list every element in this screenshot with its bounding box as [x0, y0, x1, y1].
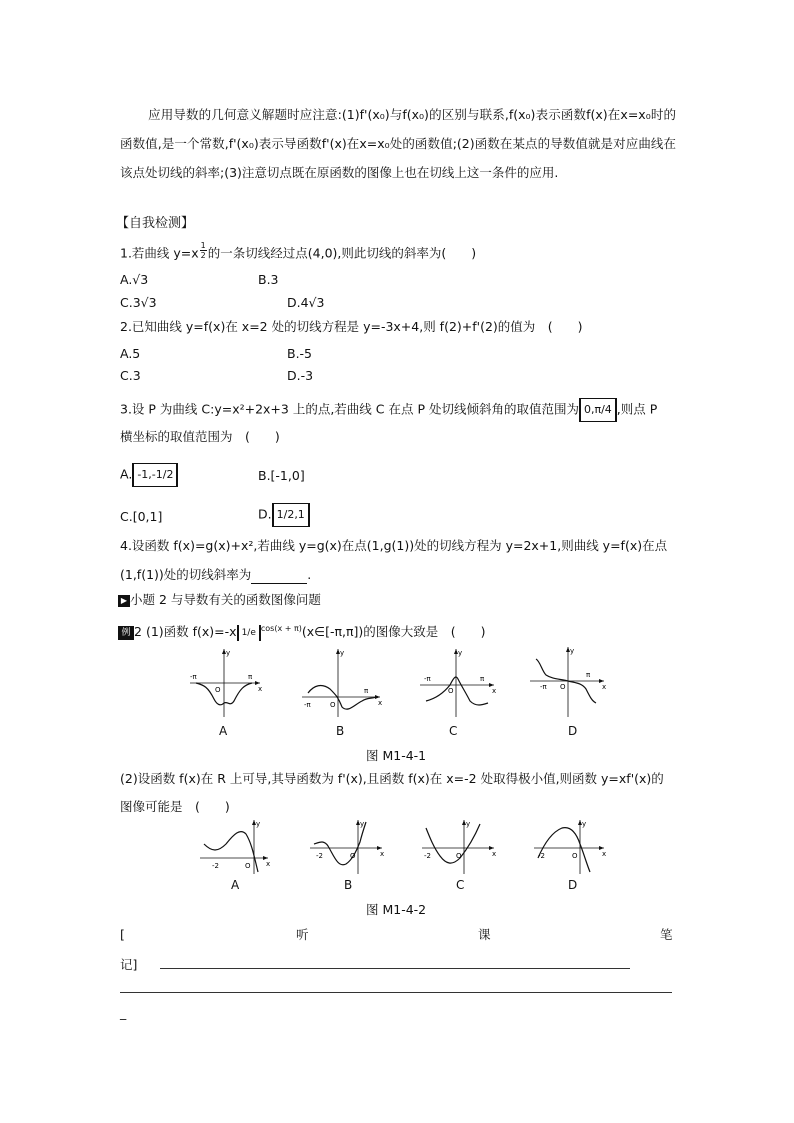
q3-option-b[interactable]: B.[-1,0] [258, 468, 305, 483]
fig1-c-y-label: y [458, 649, 463, 657]
q1-option-a[interactable]: A.√3 [120, 272, 149, 287]
answer-blank[interactable] [251, 571, 307, 584]
fig2-d-neg2-label: -2 [538, 852, 545, 860]
fig1-c-pi-label: π [480, 675, 485, 683]
q3-option-a-range: -1,-1/2 [132, 463, 178, 487]
fig1-a-pi-label: π [248, 673, 253, 681]
fig1-graph-a [190, 649, 262, 717]
question-4-line1: 4.设函数 f(x)=g(x)+x²,若曲线 y=g(x)在点(1,g(1))处的切线方程为 y=2x+1,则曲线 y=f(x)在点 [120, 538, 668, 553]
question-3-stem-line1 [120, 398, 676, 422]
question-4-line2: (1,f(1))处的切线斜率为 . [120, 567, 312, 582]
fig1-c-x-label: x [492, 687, 497, 695]
q1-exponent: 1 2 [200, 241, 206, 260]
fig1-d-x-label: x [602, 683, 606, 691]
fig2-b-neg2-label: -2 [316, 852, 323, 860]
q1-option-d[interactable]: D.4√3 [287, 295, 325, 310]
fig2-b-x-label: x [380, 850, 385, 858]
fig1-c-negpi-label: -π [424, 675, 431, 683]
q2-option-c[interactable]: C.3 [120, 368, 141, 383]
fig1-caption: 图 M1-4-1 [366, 748, 427, 763]
fig2-d-x-label: x [602, 850, 607, 858]
fig1-a-y-label: y [226, 649, 231, 657]
example-2-part2-line1: (2)设函数 f(x)在 R 上可导,其导函数为 f'(x),且函数 f(x)在 x=-2 处取得极小值,则函数 y=xf'(x)的 [120, 771, 664, 786]
fig2-graph-b [310, 820, 384, 874]
notes-char-1: [ [120, 927, 125, 942]
fig2-c-origin-label: O [456, 852, 462, 860]
fig2-d-origin-label: O [572, 852, 578, 860]
topic-marker-icon: ▶ [118, 595, 130, 607]
question-1-stem [120, 241, 676, 263]
notes-char-2: 听 [296, 927, 309, 942]
fig1-graph-c [420, 649, 496, 717]
example-2-part1-stem: 例 2 (1)函数 f(x)=-x 1/e $^{cos(x + \pi)}$(x∈[-π,π])的图像大致是 ( ) [118, 620, 674, 641]
fig2-caption: 图 M1-4-2 [366, 902, 427, 917]
notes-line-1[interactable] [160, 968, 630, 969]
fig2-label-b[interactable]: B [344, 878, 353, 892]
q3-option-c[interactable]: C.[0,1] [120, 509, 163, 524]
q1-stem-b: 的一条切线经过点(4,0),则此切线的斜率为( ) [207, 245, 477, 261]
fig1-a-x-label: x [258, 685, 263, 693]
q3-range-box: 0,π/4 [579, 398, 617, 422]
fig1-b-origin-label: O [330, 701, 336, 709]
fig2-graph-a [200, 820, 270, 874]
fig1-b-pi-label: π [364, 687, 369, 695]
fig1-graph-b [302, 649, 382, 717]
fig1-a-negpi-label: -π [190, 673, 197, 681]
example-2-exponent: cos(x + π) [260, 624, 302, 633]
fig2-label-a[interactable]: A [231, 878, 240, 892]
notes-char-3: 课 [478, 927, 491, 942]
fig1-d-y-label: y [570, 647, 575, 655]
fig1-c-origin-label: O [448, 687, 454, 695]
topic-2-heading: ▶ 小题 2 与导数有关的函数图像问题 [118, 591, 674, 609]
question-2-stem: 2.已知曲线 y=f(x)在 x=2 处的切线方程是 y=-3x+4,则 f(2)+f'(2)的值为 ( ) [120, 319, 583, 334]
fig1-label-b[interactable]: B [336, 724, 345, 738]
notes-tail: _ [120, 1005, 127, 1020]
notes-char-5: 记] [120, 957, 138, 972]
fig1-label-a[interactable]: A [219, 724, 228, 738]
q3-stem-b: ,则点 P [616, 401, 658, 417]
q2-option-d[interactable]: D.-3 [287, 368, 314, 383]
fig1-b-negpi-label: -π [304, 701, 311, 709]
fig2-label-c[interactable]: C [456, 878, 465, 892]
fig2-a-neg2-label: -2 [212, 862, 219, 870]
fig1-b-x-label: x [378, 699, 383, 707]
fig2-a-y-label: y [256, 820, 261, 828]
fig1-d-origin-label: O [560, 683, 566, 691]
q3-stem-a: 3.设 P 为曲线 C:y=x²+2x+3 上的点,若曲线 C 在点 P 处切线倾斜角的取值范围为 [120, 401, 579, 417]
q3-option-d[interactable]: D. 1/2,1 [258, 503, 310, 527]
fig2-d-y-label: y [582, 820, 587, 828]
fig2-b-y-label: y [360, 820, 365, 828]
fig2-c-neg2-label: -2 [424, 852, 431, 860]
fig1-label-c[interactable]: C [449, 724, 458, 738]
notes-char-4: 笔 [660, 927, 673, 942]
fig2-b-origin-label: O [350, 852, 356, 860]
fig2-graph-c [422, 820, 496, 874]
figure-m1-4-1 [186, 645, 606, 720]
example-2-part2-line2: 图像可能是 ( ) [120, 799, 230, 814]
q1-option-b[interactable]: B.3 [258, 272, 279, 287]
fig2-label-d[interactable]: D [568, 878, 578, 892]
q3-option-d-range: 1/2,1 [272, 503, 310, 527]
fig2-graph-d [534, 820, 606, 874]
question-3-stem-line2: 横坐标的取值范围为 ( ) [120, 429, 280, 444]
example-2-base: 1/e [237, 625, 261, 641]
q1-stem-a: 1.若曲线 y=x [120, 245, 199, 261]
example-badge-icon: 例 [118, 626, 134, 640]
fig1-label-d[interactable]: D [568, 724, 578, 738]
fig1-a-origin-label: O [215, 686, 221, 694]
self-test-heading: 【自我检测】 [116, 216, 195, 231]
intro-text: 应用导数的几何意义解题时应注意:(1)f'(x₀)与f(x₀)的区别与联系,f(x₀)表示函数f(x)在x=x₀时的函数值,是一个常数,f'(x₀)表示导函数f'(x)在x=x₀处的函数值;(2)函数在某点的导数值就是对应曲线在该点处切线的斜率;(3)注意切点既在原函数的图像上也在切线上这一条件的应用. [120, 107, 676, 180]
notes-line-2[interactable] [120, 992, 672, 993]
fig1-b-y-label: y [340, 649, 345, 657]
fig2-a-origin-label: O [245, 862, 251, 870]
fig2-c-y-label: y [466, 820, 471, 828]
q1-option-c[interactable]: C.3√3 [120, 295, 157, 310]
fig2-a-x-label: x [266, 860, 271, 868]
fig2-c-x-label: x [492, 850, 497, 858]
q2-option-b[interactable]: B.-5 [287, 346, 313, 361]
q3-option-a[interactable]: A. -1,-1/2 [120, 463, 178, 487]
figure-m1-4-2 [198, 818, 608, 876]
intro-paragraph [120, 100, 676, 187]
fig1-d-negpi-label: -π [540, 683, 547, 691]
fig1-d-pi-label: π [586, 671, 591, 679]
fig1-graph-d [530, 647, 606, 717]
q2-option-a[interactable]: A.5 [120, 346, 141, 361]
